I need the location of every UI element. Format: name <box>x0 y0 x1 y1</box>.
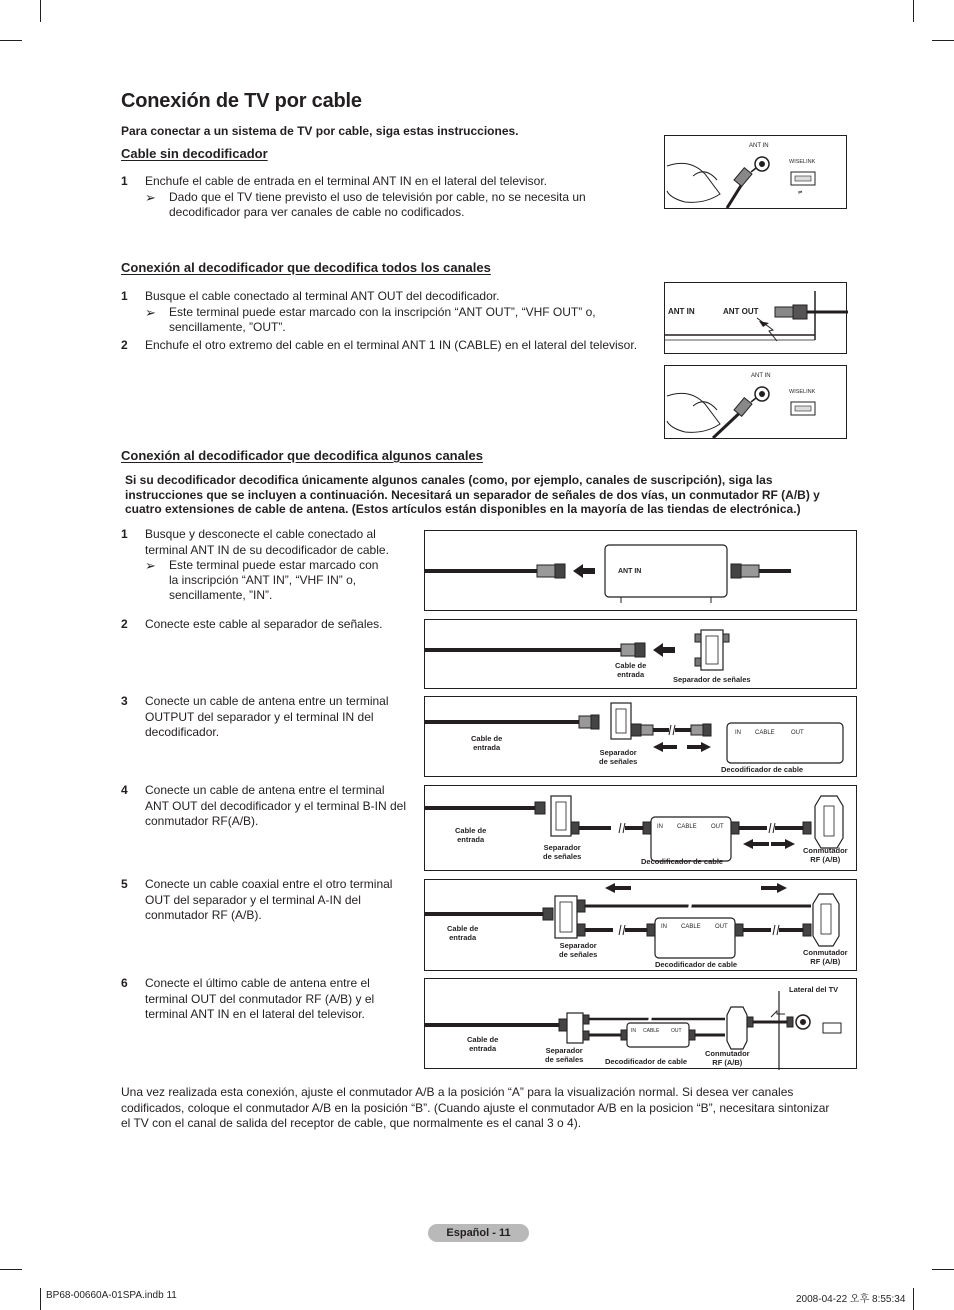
note-text: Este terminal puede estar marcado con la inscripción “ANT OUT”, “VHF OUT” o, sencillamente, ”OUT”. <box>169 305 596 334</box>
step-text: Busque y desconecte el cable conectado al terminal ANT IN de su decodificador de cable. <box>145 527 389 557</box>
footer-date: 2008-04-22 오후 8:55:34 <box>796 1294 906 1305</box>
ant-in-label: ANT IN <box>751 373 771 379</box>
step-number: 5 <box>121 877 128 891</box>
step-text: Busque el cable conectado al terminal ANT OUT del decodificador. <box>145 289 500 303</box>
footer-file: BP68-00660A-01SPA.indb 11 <box>46 1290 177 1301</box>
step3-diagram <box>424 696 857 777</box>
crop-mark <box>40 0 41 22</box>
lateral-tv-label: Lateral del TV <box>789 985 839 994</box>
page-number-badge: Español - 11 <box>428 1224 529 1242</box>
separador-label: Separador de señales <box>543 843 582 861</box>
conmutador-label: Conmutador RF (A/B) <box>705 1049 750 1067</box>
cable-label: CABLE <box>681 924 701 930</box>
step-number: 6 <box>121 976 128 990</box>
cable-entrada-label: Cable de entrada <box>447 924 479 942</box>
section-heading-some-channels: Conexión al decodificador que decodifica algunos canales <box>121 448 483 463</box>
cable-label: CABLE <box>677 824 697 830</box>
step4-diagram <box>424 785 857 871</box>
intro-text: Para conectar a un sistema de TV por cable, siga estas instrucciones. <box>121 124 519 138</box>
decodificador-label: Decodificador de cable <box>605 1057 688 1066</box>
step-number: 1 <box>121 527 128 541</box>
step-text: Conecte un cable de antena entre el terminal ANT OUT del decodificador y el terminal B-IN del conmutador RF(A/B). <box>145 783 406 828</box>
out-label: OUT <box>791 730 804 736</box>
step-number: 2 <box>121 617 128 631</box>
cable-entrada-label: Cable de entrada <box>615 661 647 679</box>
note-text: Dado que el TV tiene previsto el uso de televisión por cable, no se necesita un decodificador para ver canales de cable no codificados. <box>169 190 586 219</box>
decoder-ant-out-diagram <box>664 282 847 354</box>
cable-entrada-label: Cable de entrada <box>467 1035 499 1053</box>
crop-mark <box>913 1288 914 1310</box>
ant-in-label: ANT IN <box>668 307 695 316</box>
cable-entrada-label: Cable de entrada <box>455 826 487 844</box>
out-label: OUT <box>671 1028 682 1034</box>
step-text: Conecte un cable de antena entre un terminal OUTPUT del separador y el terminal IN del decodificador. <box>145 694 389 739</box>
crop-mark <box>932 1269 954 1270</box>
decodificador-label: Decodificador de cable <box>641 857 724 866</box>
step-number: 1 <box>121 289 128 303</box>
decodificador-label: Decodificador de cable <box>655 960 738 969</box>
separador-label: Separador de señales <box>673 675 751 684</box>
in-label: IN <box>661 924 667 930</box>
wiselink-label: WISELINK <box>789 389 816 395</box>
note-arrow-icon: ➢ <box>145 190 156 205</box>
section-intro: Si su decodificador decodifica únicamente algunos canales (como, por ejemplo, canales de suscripción), siga las instrucciones que se incluyen a continuación. Necesitará un separador de señales de dos vías, un conmutador RF (A/B) y cuatro extensiones de cable de antena. (Estos artículos están disponibles en la mayoría de las tiendas de electrónica.) <box>125 473 820 516</box>
tv-side-diagram <box>664 365 847 439</box>
cable-entrada-label: Cable de entrada <box>471 734 503 752</box>
section-heading-all-channels: Conexión al decodificador que decodifica todos los canales <box>121 260 491 275</box>
out-label: OUT <box>715 924 728 930</box>
step-text: Enchufe el otro extremo del cable en el terminal ANT 1 IN (CABLE) en el lateral del televisor. <box>145 338 638 352</box>
separador-label: Separador de señales <box>559 941 598 959</box>
crop-mark <box>932 40 954 41</box>
crop-mark <box>0 40 22 41</box>
step-text: Conecte el último cable de antena entre el terminal OUT del conmutador RF (A/B) y el terminal ANT IN en el lateral del televisor. <box>145 976 375 1021</box>
conmutador-label: Conmutador RF (A/B) <box>803 846 848 864</box>
decodificador-label: Decodificador de cable <box>721 765 804 774</box>
step-text: Conecte un cable coaxial entre el otro terminal OUT del separador y el terminal A-IN del conmutador RF (A/B). <box>145 877 393 922</box>
step-text: Conecte este cable al separador de señales. <box>145 617 383 631</box>
note-arrow-icon: ➢ <box>145 305 156 320</box>
separador-label: Separador de señales <box>545 1046 584 1064</box>
cable-label: CABLE <box>643 1028 660 1034</box>
ant-out-label: ANT OUT <box>723 307 759 316</box>
step-number: 3 <box>121 694 128 708</box>
step-number: 4 <box>121 783 128 797</box>
wiselink-label: WISELINK <box>789 159 816 165</box>
in-label: IN <box>631 1028 636 1034</box>
out-label: OUT <box>711 824 724 830</box>
step1-diagram <box>424 530 857 611</box>
crop-mark <box>40 1288 41 1310</box>
note-text: Este terminal puede estar marcado con la inscripción “ANT IN”, “VHF IN” o, sencillamente, ”IN”. <box>169 558 379 602</box>
crop-mark <box>0 1269 22 1270</box>
note-arrow-icon: ➢ <box>145 558 156 573</box>
in-label: IN <box>657 824 663 830</box>
tv-side-diagram <box>664 135 847 209</box>
step6-diagram <box>424 978 857 1069</box>
ant-in-label: ANT IN <box>749 143 769 149</box>
in-label: IN <box>735 730 741 736</box>
svg-text:⇌: ⇌ <box>798 190 803 196</box>
step2-diagram <box>424 619 857 689</box>
closing-paragraph: Una vez realizada esta conexión, ajuste el conmutador A/B a la posición “A” para la visualización normal. Si desea ver canales codificados, coloque el conmutador A/B en la posición “B”. (Cuando ajuste el conmutador A/B en la posicion “B”, necesitara sintonizar el TV con el canal de salida del receptor de cable, que normalmente es el canal 3 o 4). <box>121 1085 830 1130</box>
page-title: Conexión de TV por cable <box>121 90 362 112</box>
step5-diagram <box>424 879 857 971</box>
ant-in-label: ANT IN <box>618 568 642 575</box>
section-heading-no-decoder: Cable sin decodificador <box>121 146 268 161</box>
step-number: 1 <box>121 174 128 188</box>
crop-mark <box>913 0 914 22</box>
separador-label: Separador de señales <box>599 748 638 766</box>
conmutador-label: Conmutador RF (A/B) <box>803 948 848 966</box>
cable-label: CABLE <box>755 730 775 736</box>
step-number: 2 <box>121 338 128 352</box>
step-text: Enchufe el cable de entrada en el terminal ANT IN en el lateral del televisor. <box>145 174 548 188</box>
